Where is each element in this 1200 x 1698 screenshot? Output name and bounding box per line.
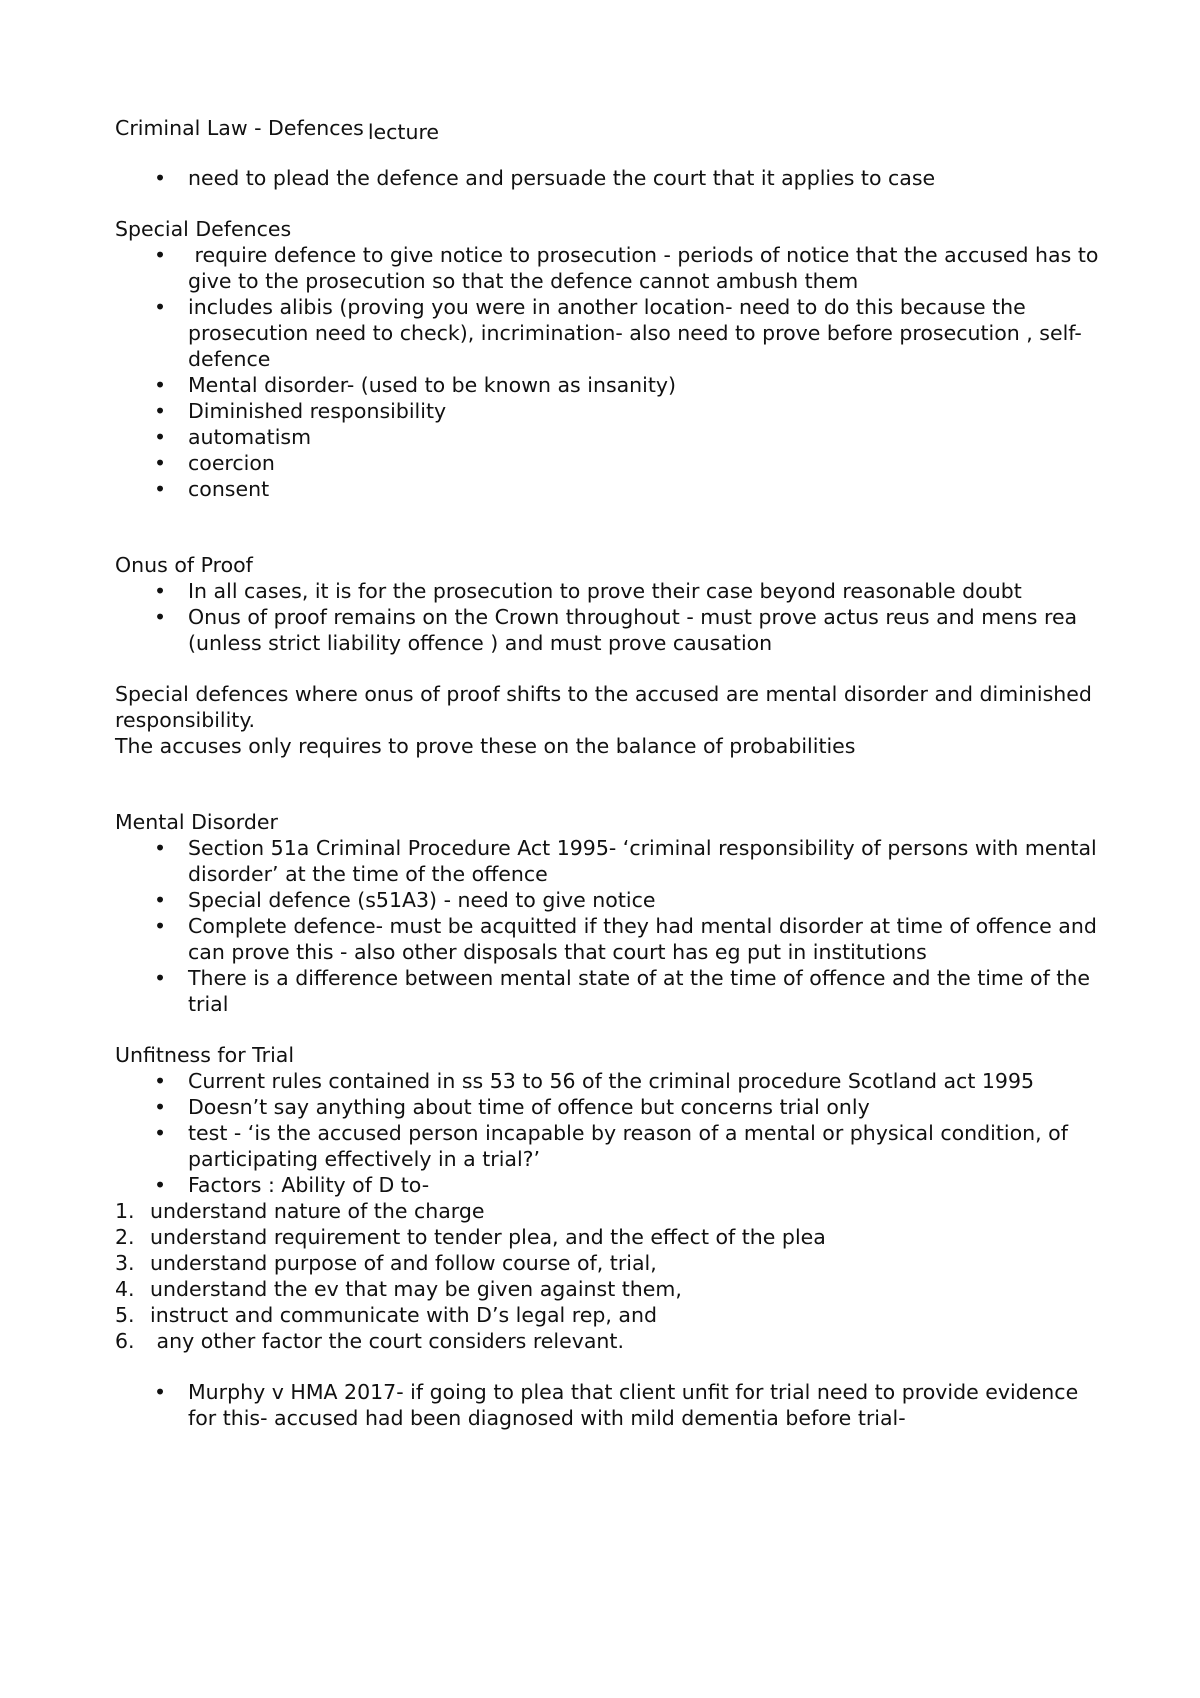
list-item: • Onus of proof remains on the Crown throughout - must prove actus reus and mens rea (unless strict liability offence ) and must prove causation [154, 605, 1078, 655]
list-item: • need to plead the defence and persuade the court that it applies to case [154, 166, 936, 190]
list-item: 2. understand requirement to tender plea, and the effect of the plea [115, 1225, 826, 1249]
heading-onus-of-proof: Onus of Proof [115, 553, 253, 577]
intro-list [115, 165, 1105, 191]
list-item: 6. any other factor the court considers relevant. [115, 1329, 624, 1353]
bullet-icon: • [154, 888, 167, 912]
paragraph-balance-of-probabilities: The accuses only requires to prove these on the balance of probabilities [115, 734, 856, 758]
paragraph-onus-shift: Special defences where onus of proof shifts to the accused are mental disorder and diminished responsibility. [115, 682, 1092, 732]
list-number: 4. [115, 1277, 135, 1301]
factors-list [115, 1198, 1105, 1354]
list-item: • Special defence (s51A3) - need to give notice [154, 888, 656, 912]
list-item: • Mental disorder- (used to be known as insanity) [154, 373, 677, 397]
list-item: • Current rules contained in ss 53 to 56 of the criminal procedure Scotland act 1995 [154, 1069, 1035, 1093]
bullet-icon: • [154, 399, 167, 423]
list-number: 5. [115, 1303, 135, 1327]
bullet-icon: • [154, 1380, 167, 1404]
document-body [115, 115, 1105, 1431]
document-title [115, 115, 1105, 143]
list-number: 3. [115, 1251, 135, 1275]
bullet-icon: • [154, 451, 167, 475]
bullet-icon: • [154, 166, 167, 190]
list-item: • Factors : Ability of D to- [154, 1173, 430, 1197]
list-number: 2. [115, 1225, 135, 1249]
list-item: • test - ‘is the accused person incapable by reason of a mental or physical condition, of participating effectively in a trial?’ [154, 1121, 1068, 1171]
unfitness-list [115, 1068, 1105, 1198]
title-sub: lecture [367, 120, 440, 144]
heading-unfitness-for-trial: Unfitness for Trial [115, 1043, 295, 1067]
list-item: • Doesn’t say anything about time of offence but concerns trial only [154, 1095, 870, 1119]
list-item: 3. understand purpose of and follow course of, trial, [115, 1251, 657, 1275]
mental-disorder-list [115, 835, 1105, 1017]
bullet-icon: • [154, 373, 167, 397]
title-main: Criminal Law - Defences [115, 116, 364, 140]
list-item: • Diminished responsibility [154, 399, 447, 423]
special-defences-list [115, 242, 1105, 502]
bullet-icon: • [154, 1121, 167, 1145]
list-item: 1. understand nature of the charge [115, 1199, 485, 1223]
list-item: • In all cases, it is for the prosecution to prove their case beyond reasonable doubt [154, 579, 1022, 603]
bullet-icon: • [154, 425, 167, 449]
list-item: • Murphy v HMA 2017- if going to plea that client unfit for trial need to provide evidence for this- accused had been diagnosed with mild dementia before trial- [154, 1380, 1079, 1430]
list-item: • Section 51a Criminal Procedure Act 1995- ‘criminal responsibility of persons with mental disorder’ at the time of the offence [154, 836, 1097, 886]
bullet-icon: • [154, 295, 167, 319]
list-item: • There is a difference between mental state of at the time of offence and the time of the trial [154, 966, 1090, 1016]
list-item: • Complete defence- must be acquitted if they had mental disorder at time of offence and can prove this - also other disposals that court has eg put in institutions [154, 914, 1097, 964]
list-item: • consent [154, 477, 270, 501]
heading-mental-disorder: Mental Disorder [115, 810, 278, 834]
list-item: • require defence to give notice to prosecution - periods of notice that the accused has to give to the prosecution so that the defence cannot ambush them [154, 243, 1105, 293]
bullet-icon: • [154, 836, 167, 860]
bullet-icon: • [154, 477, 167, 501]
bullet-icon: • [154, 1069, 167, 1093]
list-item: 5. instruct and communicate with D’s legal rep, and [115, 1303, 657, 1327]
list-item: 4. understand the ev that may be given against them, [115, 1277, 682, 1301]
list-number: 1. [115, 1199, 135, 1223]
list-number: 6. [115, 1329, 135, 1353]
bullet-icon: • [154, 243, 167, 267]
bullet-icon: • [154, 914, 167, 938]
list-item: • automatism [154, 425, 312, 449]
heading-special-defences: Special Defences [115, 217, 292, 241]
bullet-icon: • [154, 966, 167, 990]
bullet-icon: • [154, 579, 167, 603]
case-list [115, 1379, 1105, 1431]
list-item: • coercion [154, 451, 275, 475]
bullet-icon: • [154, 1173, 167, 1197]
list-item: • includes alibis (proving you were in another location- need to do this because the prosecution need to check), incrimination- also need to prove before prosecution , self-defence [154, 295, 1082, 371]
bullet-icon: • [154, 1095, 167, 1119]
onus-of-proof-list [115, 578, 1105, 656]
bullet-icon: • [154, 605, 167, 629]
